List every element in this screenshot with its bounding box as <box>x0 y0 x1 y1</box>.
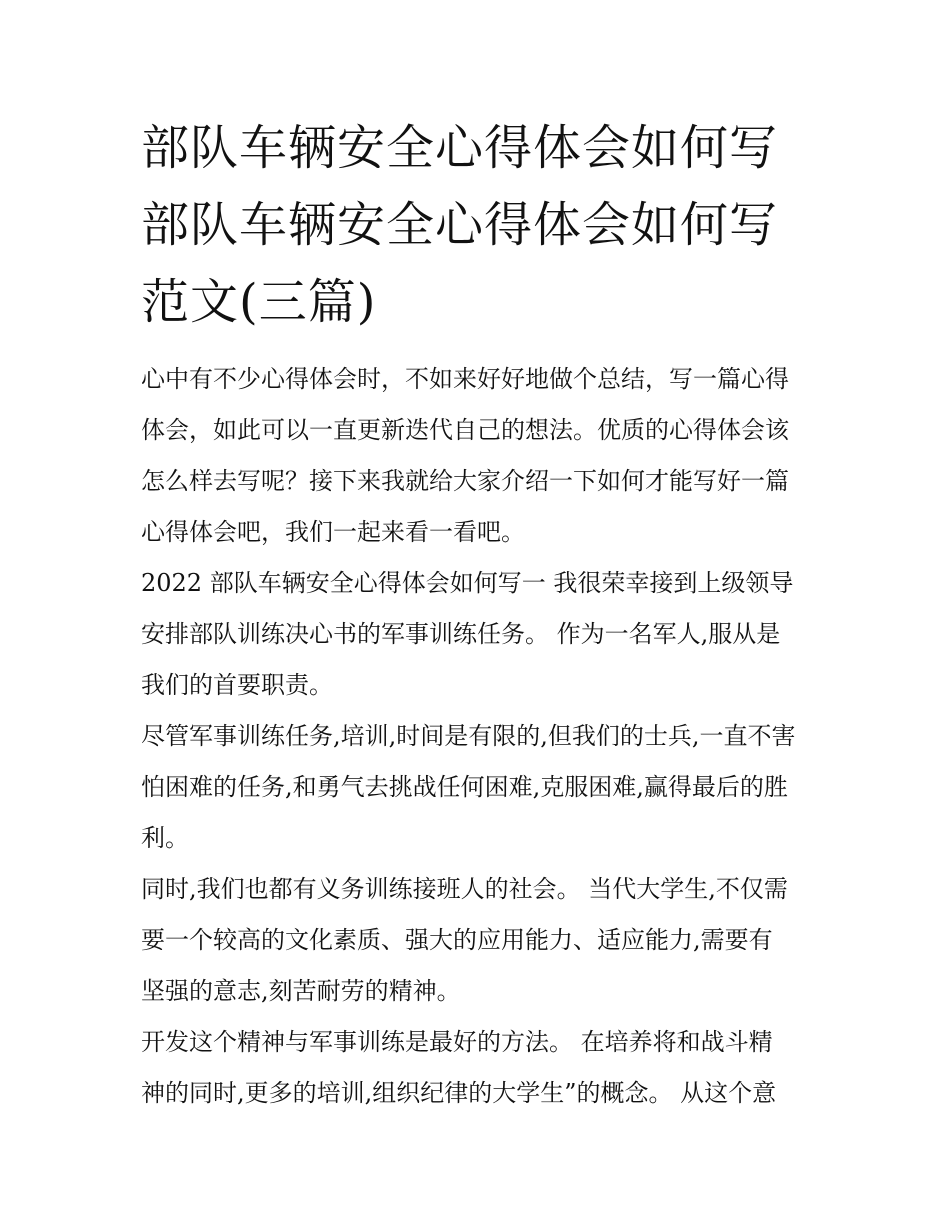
body-paragraph <box>141 558 821 711</box>
text-line: 同时,我们也都有义务训练接班人的社会。 当代大学生,不仅需 <box>141 875 788 903</box>
document-title <box>141 110 821 341</box>
text-line: 我们的首要职责。 <box>141 671 333 699</box>
intro-paragraph <box>141 354 821 558</box>
text-line: 体会，如此可以一直更新迭代自己的想法。优质的心得体会该 <box>141 416 789 444</box>
title-line: 范文(三篇) <box>141 274 377 330</box>
text-line: 怕困难的任务,和勇气去挑战任何困难,克服困难,赢得最后的胜 <box>141 773 788 801</box>
text-line: 要一个较高的文化素质、强大的应用能力、适应能力,需要有 <box>141 926 773 954</box>
text-line: 神的同时,更多的培训,组织纪律的大学生”的概念。 从这个意 <box>141 1079 777 1107</box>
text-line: 怎么样去写呢？接下来我就给大家介绍一下如何才能写好一篇 <box>141 467 789 495</box>
document-page <box>141 110 821 1119</box>
text-line: 开发这个精神与军事训练是最好的方法。 在培养将和战斗精 <box>141 1028 773 1056</box>
body-paragraph <box>141 711 821 864</box>
body-paragraph <box>141 1017 821 1119</box>
text-line: 尽管军事训练任务,培训,时间是有限的,但我们的士兵,一直不害 <box>141 722 796 750</box>
text-line: 心中有不少心得体会时，不如来好好地做个总结，写一篇心得 <box>141 365 789 393</box>
text-line: 2022 部队车辆安全心得体会如何写一 我很荣幸接到上级领导 <box>141 569 794 597</box>
text-line: 利。 <box>141 824 189 852</box>
text-line: 坚强的意志,刻苦耐劳的精神。 <box>141 977 461 1005</box>
body-paragraph <box>141 864 821 1017</box>
title-line: 部队车辆安全心得体会如何写 <box>141 197 779 253</box>
text-line: 心得体会吧，我们一起来看一看吧。 <box>141 518 525 546</box>
text-line: 安排部队训练决心书的军事训练任务。 作为一名军人,服从是 <box>141 620 781 648</box>
title-line: 部队车辆安全心得体会如何写 <box>141 120 779 176</box>
